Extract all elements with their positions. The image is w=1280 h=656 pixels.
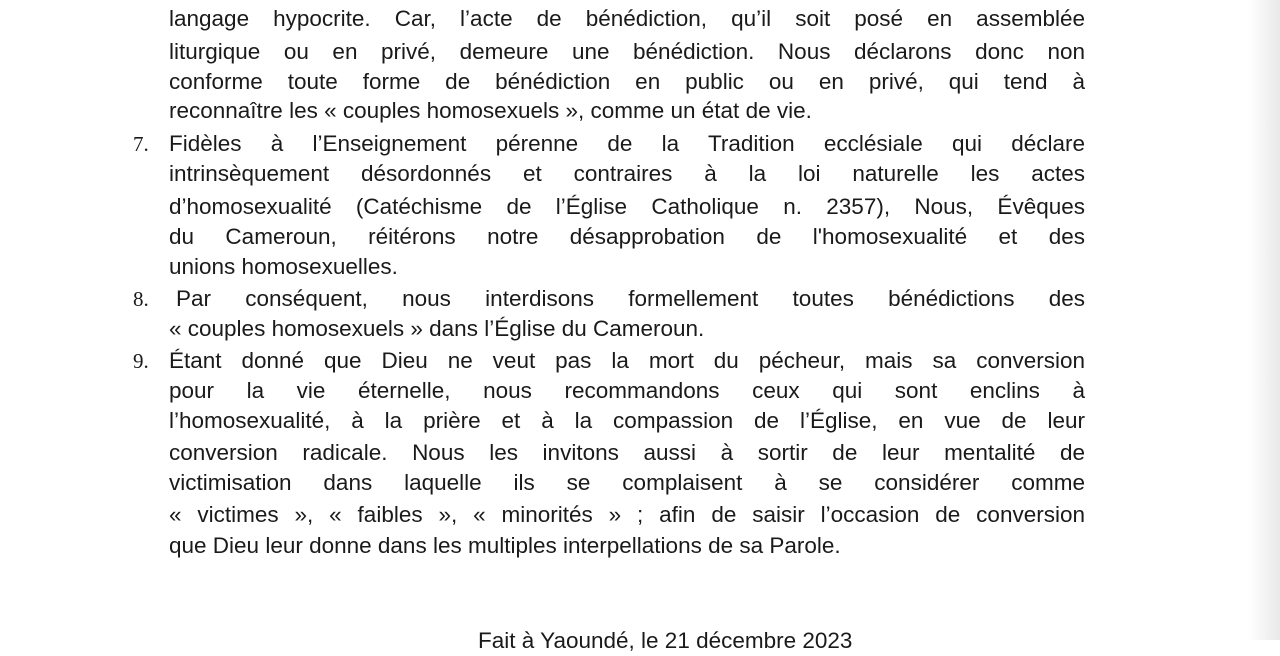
item-number-7: 7.: [133, 132, 149, 156]
item-9-line: pour la vie éternelle, nous recommandons ceux qui sont enclins à: [169, 378, 1085, 403]
item-8-line: Par conséquent, nous interdisons formellement toutes bénédictions des: [176, 286, 1085, 311]
item-7-line: intrinsèquement désordonnés et contraires à la loi naturelle les actes: [169, 161, 1085, 186]
scan-edge-shadow: [1248, 0, 1280, 640]
paragraph-6-line: langage hypocrite. Car, l’acte de bénédiction, qu’il soit posé en assemblée: [169, 6, 1085, 31]
item-8-line: « couples homosexuels » dans l’Église du Cameroun.: [169, 316, 705, 341]
paragraph-6-line: conforme toute forme de bénédiction en public ou en privé, qui tend à: [169, 69, 1085, 94]
item-9-line: que Dieu leur donne dans les multiples interpellations de sa Parole.: [169, 533, 841, 558]
item-number-8: 8.: [133, 287, 149, 311]
item-7-line: unions homosexuelles.: [169, 254, 398, 279]
item-7-line: du Cameroun, réitérons notre désapprobation de l'homosexualité et des: [169, 224, 1085, 249]
item-7-line: d’homosexualité (Catéchisme de l’Église Catholique n. 2357), Nous, Évêques: [169, 194, 1085, 219]
closing-date-line: Fait à Yaoundé, le 21 décembre 2023: [478, 628, 853, 653]
paragraph-6-line: reconnaître les « couples homosexuels », comme un état de vie.: [169, 98, 812, 123]
item-9-line: l’homosexualité, à la prière et à la compassion de l’Église, en vue de leur: [169, 408, 1085, 433]
item-number-9: 9.: [133, 349, 149, 373]
item-9-line: « victimes », « faibles », « minorités » ; afin de saisir l’occasion de conversion: [169, 502, 1085, 527]
item-9-line: Étant donné que Dieu ne veut pas la mort du pécheur, mais sa conversion: [169, 348, 1085, 373]
item-7-line: Fidèles à l’Enseignement pérenne de la Tradition ecclésiale qui déclare: [169, 131, 1085, 156]
paragraph-6-line: liturgique ou en privé, demeure une bénédiction. Nous déclarons donc non: [169, 39, 1085, 64]
item-9-line: victimisation dans laquelle ils se complaisent à se considérer comme: [169, 470, 1085, 495]
item-9-line: conversion radicale. Nous les invitons aussi à sortir de leur mentalité de: [169, 440, 1085, 465]
